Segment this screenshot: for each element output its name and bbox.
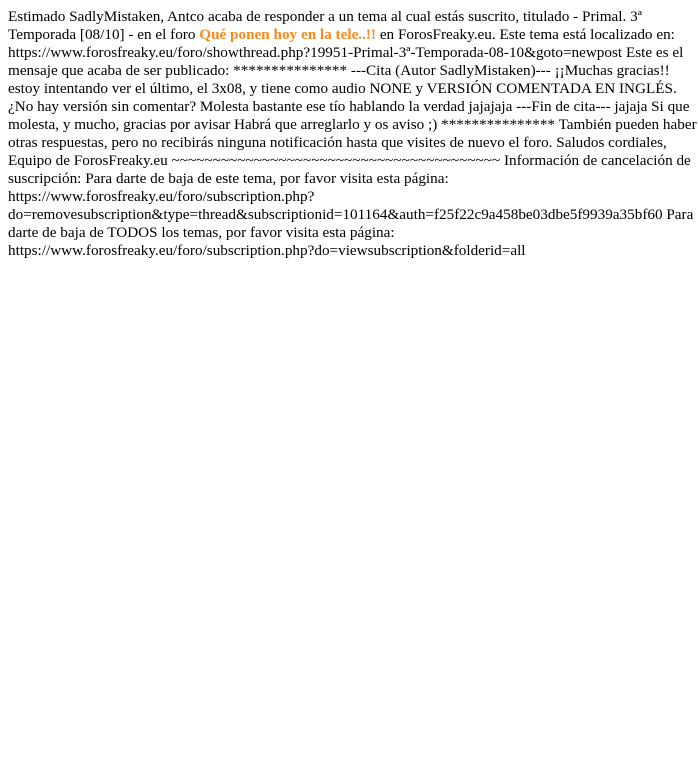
thread-location-text: en ForosFreaky.eu. Este tema está localizado en: https://www.forosfreaky.eu/foro/showthread.php?19951-Primal-3ª-Temporada-08-10&goto=newpost [8,26,675,61]
quoted-message-text: Este es el mensaje que acaba de ser publicado: *************** ---Cita (Autor SadlyMistaken)--- ¡¡Muchas gracias!! estoy intentando ver el último, el 3x08, y tiene como audio NONE y VERSIÓN COMENTADA EN INGLÉS. ¿No hay versión sin comentar? Molesta bastante ese tío hablando la verdad jajajaja ---Fin de cita--- jajaja Si que molesta, y mucho, gracias por avisar Habrá que arreglarlo y os aviso ;) *************** [8,44,690,133]
forum-link[interactable]: Qué ponen hoy en la tele..!! [199,26,377,43]
unsubscribe-info-text: Información de cancelación de suscripción: Para darte de baja de este tema, por favor visita esta página: https://www.forosfreaky.eu/foro/subscription.php?do=removesubscription&type=thread&subscriptionid=101164&auth=f25f22c9a458be03dbe5f9939a35bf60 Para darte de baja de TODOS los temas, por favor visita esta página: https://www.forosfreaky.eu/foro/subscription.php?do=viewsubscription&folderid=all [8,152,694,259]
separator-line: ~~~~~~~~~~~~~~~~~~~~~~~~~~~~~~~~~~~~~~~~ [171,152,501,169]
email-intro-text: Estimado SadlyMistaken, Antco acaba de responder a un tema al cual estás suscrito, titulado - Primal. 3ª Temporada [08/10] - en el foro [8,8,642,43]
email-body [0,0,698,260]
notification-notice-text: También pueden haber otras respuestas, pero no recibirás ninguna notificación hasta que visites de nuevo el foro. Saludos cordiales, Equipo de ForosFreaky.eu [8,116,697,169]
